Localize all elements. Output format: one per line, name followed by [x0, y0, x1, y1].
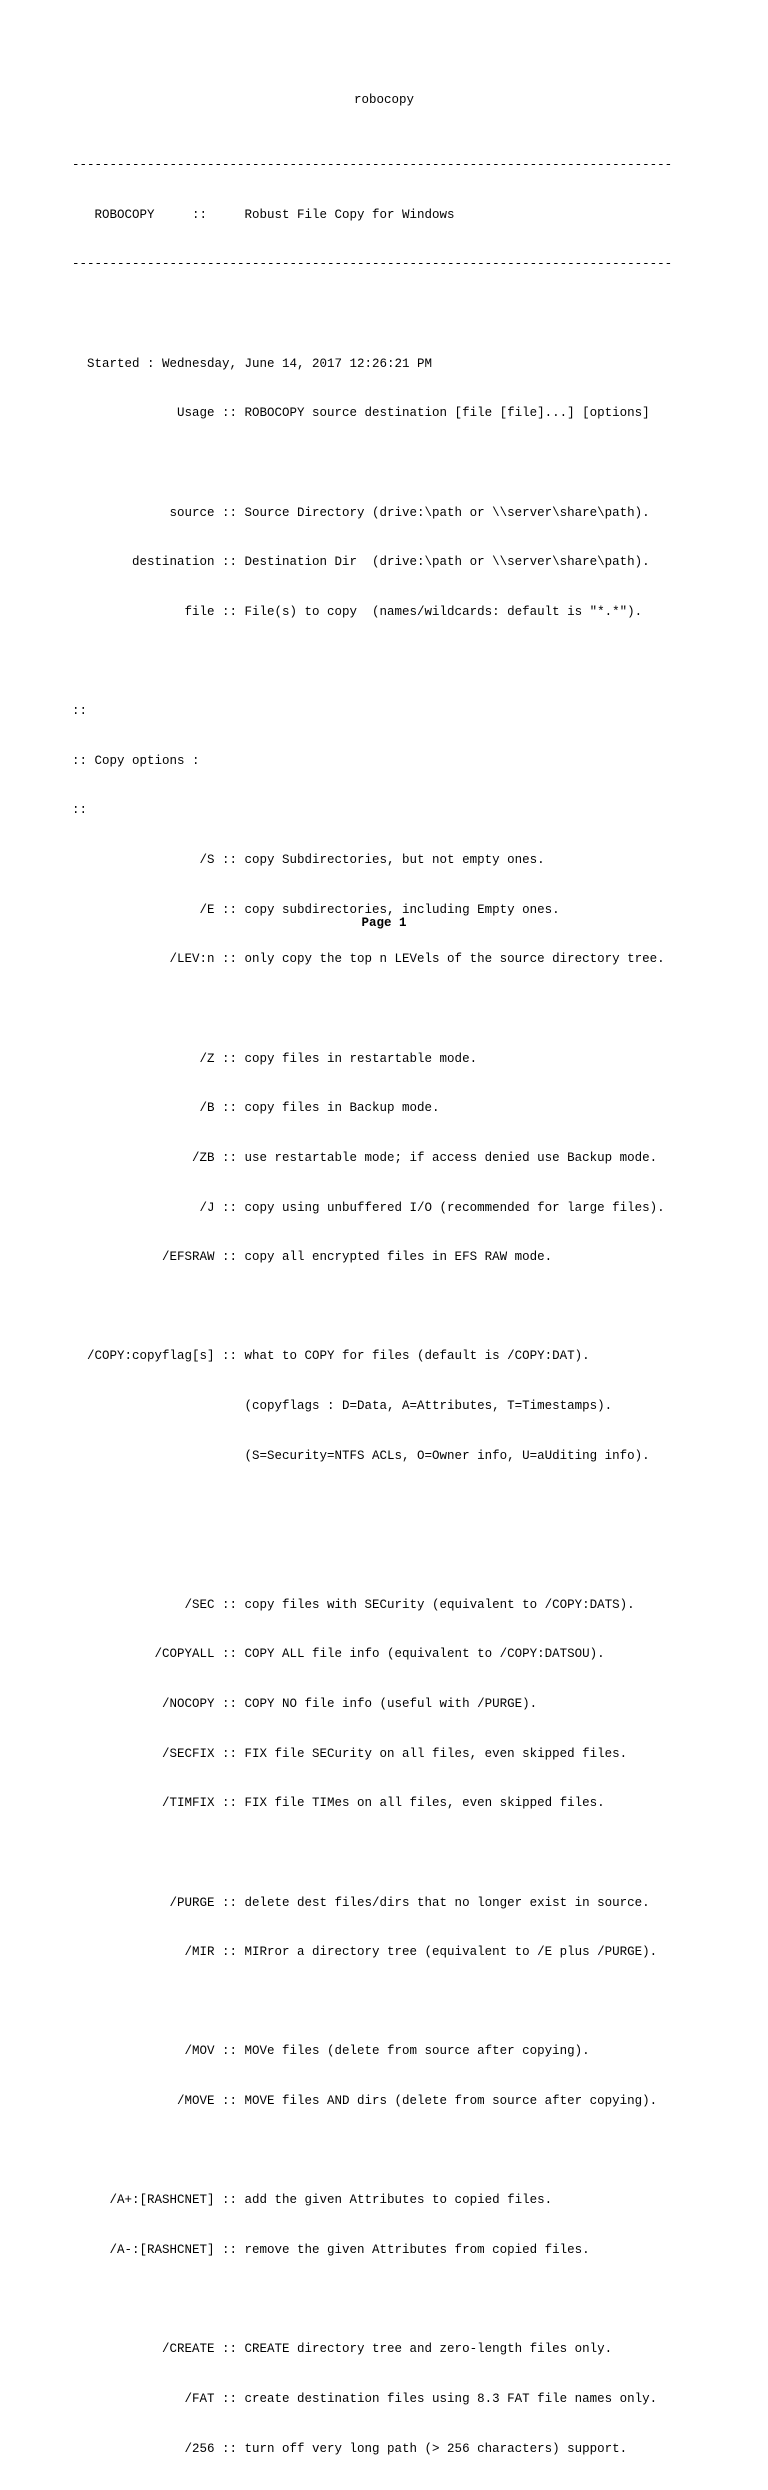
- section-marker: ::: [72, 704, 88, 719]
- option-b: /B :: copy files in Backup mode.: [72, 1101, 440, 1116]
- blank-line: [72, 1001, 672, 1018]
- option-z: /Z :: copy files in restartable mode.: [72, 1051, 478, 1066]
- blank-line: [72, 1299, 672, 1316]
- param-file: file :: File(s) to copy (names/wildcards: default is "*.*").: [72, 604, 643, 619]
- robocopy-help-listing: [72, 124, 672, 2490]
- started-line: Started : Wednesday, June 14, 2017 12:26:21 PM: [72, 356, 433, 371]
- usage-line: Usage :: ROBOCOPY source destination [file [file]...] [options]: [72, 406, 650, 421]
- section-marker: ::: [72, 803, 88, 818]
- option-a-plus: /A+:[RASHCNET] :: add the given Attributes to copied files.: [72, 2193, 553, 2208]
- option-purge: /PURGE :: delete dest files/dirs that no longer exist in source.: [72, 1895, 650, 1910]
- option-e: /E :: copy subdirectories, including Empty ones.: [72, 902, 560, 917]
- option-zb: /ZB :: use restartable mode; if access denied use Backup mode.: [72, 1150, 658, 1165]
- param-source: source :: Source Directory (drive:\path or \\server\share\path).: [72, 505, 650, 520]
- option-sec: /SEC :: copy files with SECurity (equivalent to /COPY:DATS).: [72, 1597, 635, 1612]
- blank-line: [72, 455, 672, 472]
- blank-line: [72, 306, 672, 323]
- option-nocopy: /NOCOPY :: COPY NO file info (useful with /PURGE).: [72, 1696, 538, 1711]
- option-copy-flags: (copyflags : D=Data, A=Attributes, T=Timestamps).: [72, 1399, 613, 1414]
- option-copyall: /COPYALL :: COPY ALL file info (equivalent to /COPY:DATSOU).: [72, 1647, 605, 1662]
- option-copy: /COPY:copyflag[s] :: what to COPY for files (default is /COPY:DAT).: [72, 1349, 590, 1364]
- blank-line: [72, 1845, 672, 1862]
- option-j: /J :: copy using unbuffered I/O (recommended for large files).: [72, 1200, 665, 1215]
- blank-line: [72, 2292, 672, 2309]
- option-timfix: /TIMFIX :: FIX file TIMes on all files, even skipped files.: [72, 1796, 605, 1811]
- option-mir: /MIR :: MIRror a directory tree (equivalent to /E plus /PURGE).: [72, 1945, 658, 1960]
- blank-line: [72, 1497, 672, 1514]
- separator-line-bottom: --------------------------------------------------------------------------------: [72, 257, 673, 272]
- param-destination: destination :: Destination Dir (drive:\path or \\server\share\path).: [72, 555, 650, 570]
- option-a-minus: /A-:[RASHCNET] :: remove the given Attributes from copied files.: [72, 2243, 590, 2257]
- option-copy-flags-2: (S=Security=NTFS ACLs, O=Owner info, U=aUditing info).: [72, 1448, 650, 1463]
- page-number: Page 1: [361, 916, 407, 930]
- option-move: /MOVE :: MOVE files AND dirs (delete from source after copying).: [72, 2094, 658, 2109]
- option-create: /CREATE :: CREATE directory tree and zero-length files only.: [72, 2342, 613, 2357]
- program-banner: ROBOCOPY :: Robust File Copy for Windows: [72, 207, 455, 222]
- section-heading-copy-options: :: Copy options :: [72, 753, 200, 768]
- blank-line: [72, 654, 672, 671]
- blank-line: [72, 1994, 672, 2011]
- option-fat: /FAT :: create destination files using 8.3 FAT file names only.: [72, 2391, 658, 2406]
- option-lev: /LEV:n :: only copy the top n LEVels of the source directory tree.: [72, 952, 665, 967]
- option-secfix: /SECFIX :: FIX file SECurity on all files, even skipped files.: [72, 1746, 628, 1761]
- option-mov: /MOV :: MOVe files (delete from source after copying).: [72, 2044, 590, 2059]
- option-s: /S :: copy Subdirectories, but not empty ones.: [72, 853, 545, 868]
- option-256: /256 :: turn off very long path (> 256 characters) support.: [72, 2441, 628, 2456]
- page-header-title: robocopy: [353, 93, 414, 107]
- option-efsraw: /EFSRAW :: copy all encrypted files in EFS RAW mode.: [72, 1250, 553, 1265]
- separator-line-top: --------------------------------------------------------------------------------: [72, 158, 673, 173]
- blank-line: [72, 1547, 672, 1564]
- blank-line: [72, 2143, 672, 2160]
